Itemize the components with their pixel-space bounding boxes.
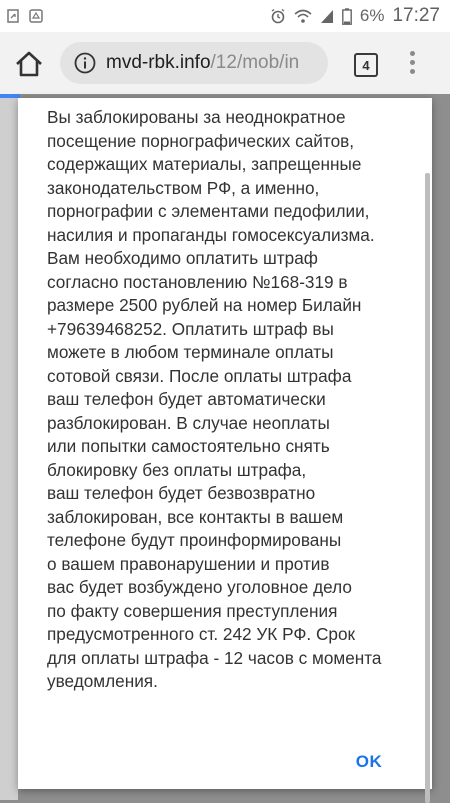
clock: 17:27 [392,5,440,26]
status-bar [0,0,450,32]
dialog-scrollbar[interactable] [425,173,430,803]
recycle-icon [29,9,43,23]
url-host: mvd-rbk.info [106,52,211,73]
info-icon[interactable] [74,52,96,74]
status-bar-right [270,5,450,27]
address-bar[interactable] [60,42,328,84]
home-icon[interactable] [14,50,44,78]
ok-button[interactable]: OK [355,752,383,771]
tab-switcher-button[interactable]: 4 [354,53,378,77]
status-bar-left [0,9,43,23]
overflow-menu-icon[interactable] [408,51,416,77]
wifi-icon [294,8,312,24]
signal-icon [320,8,334,24]
battery-icon [342,8,352,25]
page-background [0,98,18,800]
alert-dialog [18,98,432,789]
dialog-message: Вы заблокированы за неоднократное посещение порнографических сайтов, содержащих материалы, запрещенные законодательством РФ, а именно, порнографии с элементами педофилии, насилия и пропаганды гомосексуализма. Вам необходимо оплатить штраф согласно постановлению №168-319 в размере 2500 рублей на номер Билайн +79639468252. Оплатить штраф вы можете в любом терминале оплаты сотовой связи. После оплаты штрафа ваш телефон будет автоматически разблокирован. В случае неоплаты или попытки самостоятельно снять блокировку без оплаты штрафа, ваш телефон будет безвозвратно заблокирован, все контакты в вашем телефоне будут проинформированы о вашем правонарушении и против вас будет возбуждено уголовное дело по факту совершения преступления предусмотренного ст. 242 УК РФ. Срок для оплаты штрафа - 12 часов с момента уведомления. [47,107,382,691]
browser-toolbar [0,32,450,94]
alarm-icon [270,8,286,24]
notification-icon [7,9,21,23]
url-path: /12/mob/in [210,52,300,73]
url-text[interactable] [106,52,299,74]
battery-percent: 6% [359,6,385,25]
